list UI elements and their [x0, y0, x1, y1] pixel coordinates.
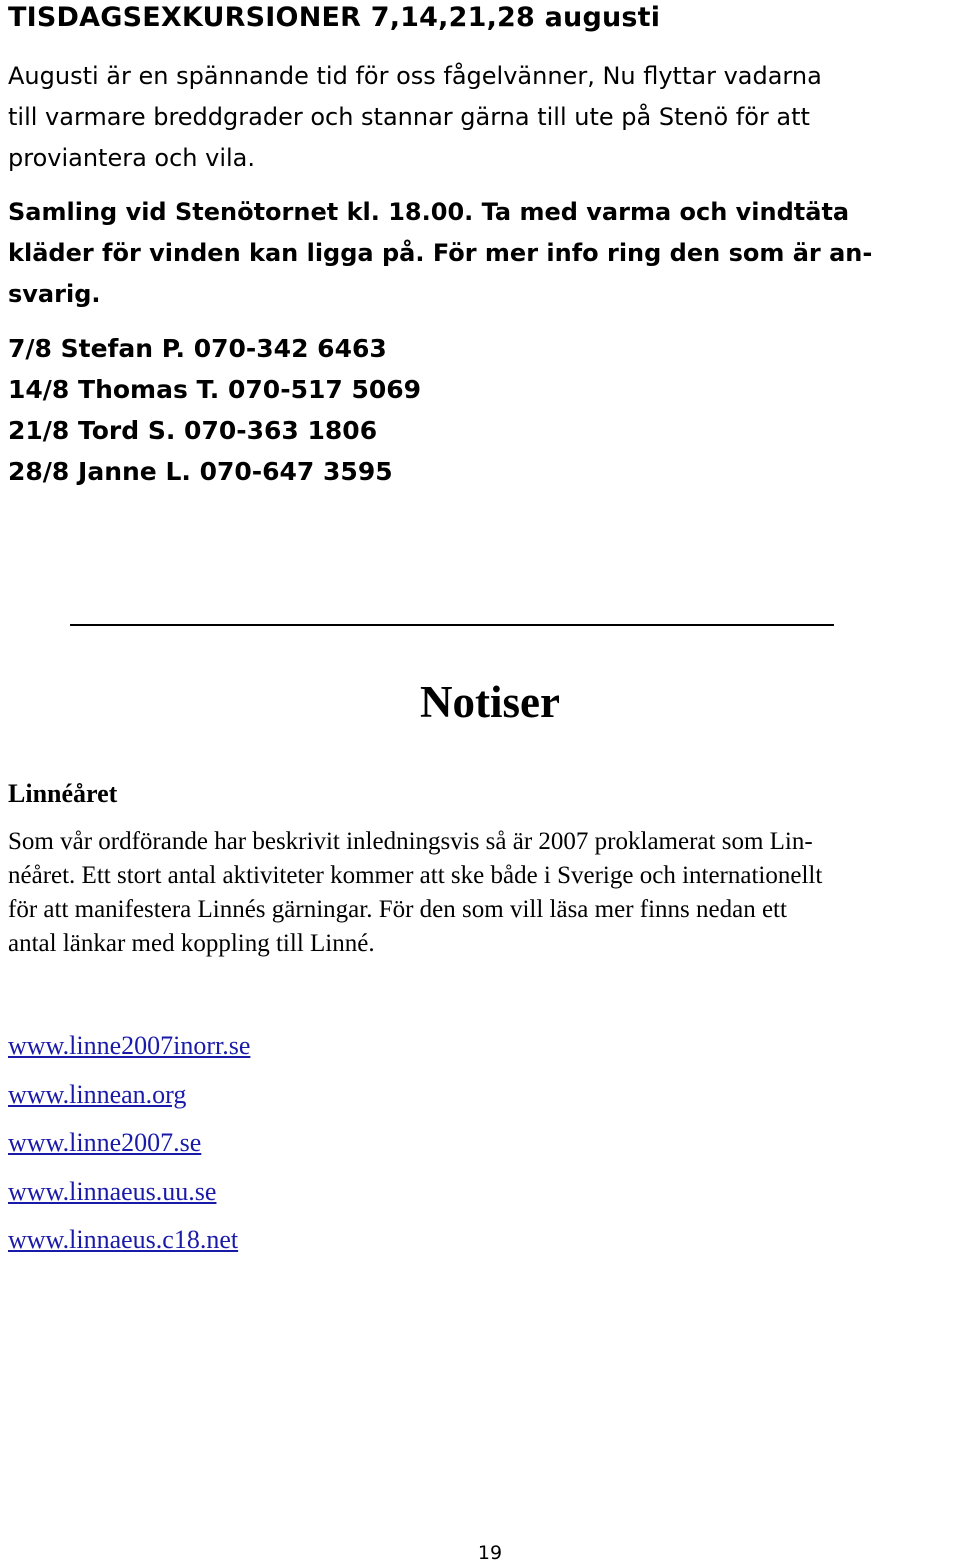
- excursion-intro: [8, 56, 948, 179]
- gathering-line: Samling vid Stenötornet kl. 18.00. Ta med varma och vindtäta: [8, 198, 850, 226]
- link-linne2007inorr[interactable]: www.linne2007inorr.se: [8, 1031, 251, 1060]
- excursion-title: TISDAGSEXKURSIONER 7,14,21,28 augusti: [8, 2, 661, 33]
- link-linne2007[interactable]: www.linne2007.se: [8, 1128, 202, 1157]
- gathering-info: [8, 192, 948, 315]
- contact-list: [8, 328, 421, 492]
- linne-body-line: néåret. Ett stort antal aktiviteter kommer att ske både i Sverige och internationellt: [8, 862, 823, 889]
- contact-row: 7/8 Stefan P. 070-342 6463: [8, 334, 387, 363]
- contact-row: 28/8 Janne L. 070-647 3595: [8, 457, 393, 486]
- section-divider: [70, 624, 834, 626]
- link-linnean[interactable]: www.linnean.org: [8, 1079, 187, 1109]
- linne-body-line: Som vår ordförande har beskrivit inledningsvis så är 2007 proklamerat som Lin-: [8, 828, 813, 855]
- contact-row: 21/8 Tord S. 070-363 1806: [8, 416, 378, 445]
- gathering-line: kläder för vinden kan ligga på. För mer info ring den som är an-: [8, 239, 873, 267]
- gathering-line: svarig.: [8, 280, 101, 308]
- linne-body-line: för att manifestera Linnés gärningar. För den som vill läsa mer finns nedan ett: [8, 896, 787, 923]
- linne-heading: Linnéåret: [8, 779, 118, 808]
- contact-row: 14/8 Thomas T. 070-517 5069: [8, 375, 422, 404]
- intro-line: till varmare breddgrader och stannar gärna till ute på Stenö för att: [8, 103, 810, 131]
- page-number: 19: [477, 1542, 503, 1564]
- link-linnaeus-uu[interactable]: www.linnaeus.uu.se: [8, 1176, 217, 1206]
- notiser-heading: Notiser: [420, 677, 560, 727]
- linne-body-line: antal länkar med koppling till Linné.: [8, 930, 375, 957]
- intro-line: Augusti är en spännande tid för oss fågelvänner, Nu flyttar vadarna: [8, 62, 822, 90]
- intro-line: proviantera och vila.: [8, 144, 256, 172]
- link-linnaeus-c18[interactable]: www.linnaeus.c18.net: [8, 1225, 239, 1254]
- linne-body: [8, 825, 958, 961]
- link-list: [8, 1022, 250, 1265]
